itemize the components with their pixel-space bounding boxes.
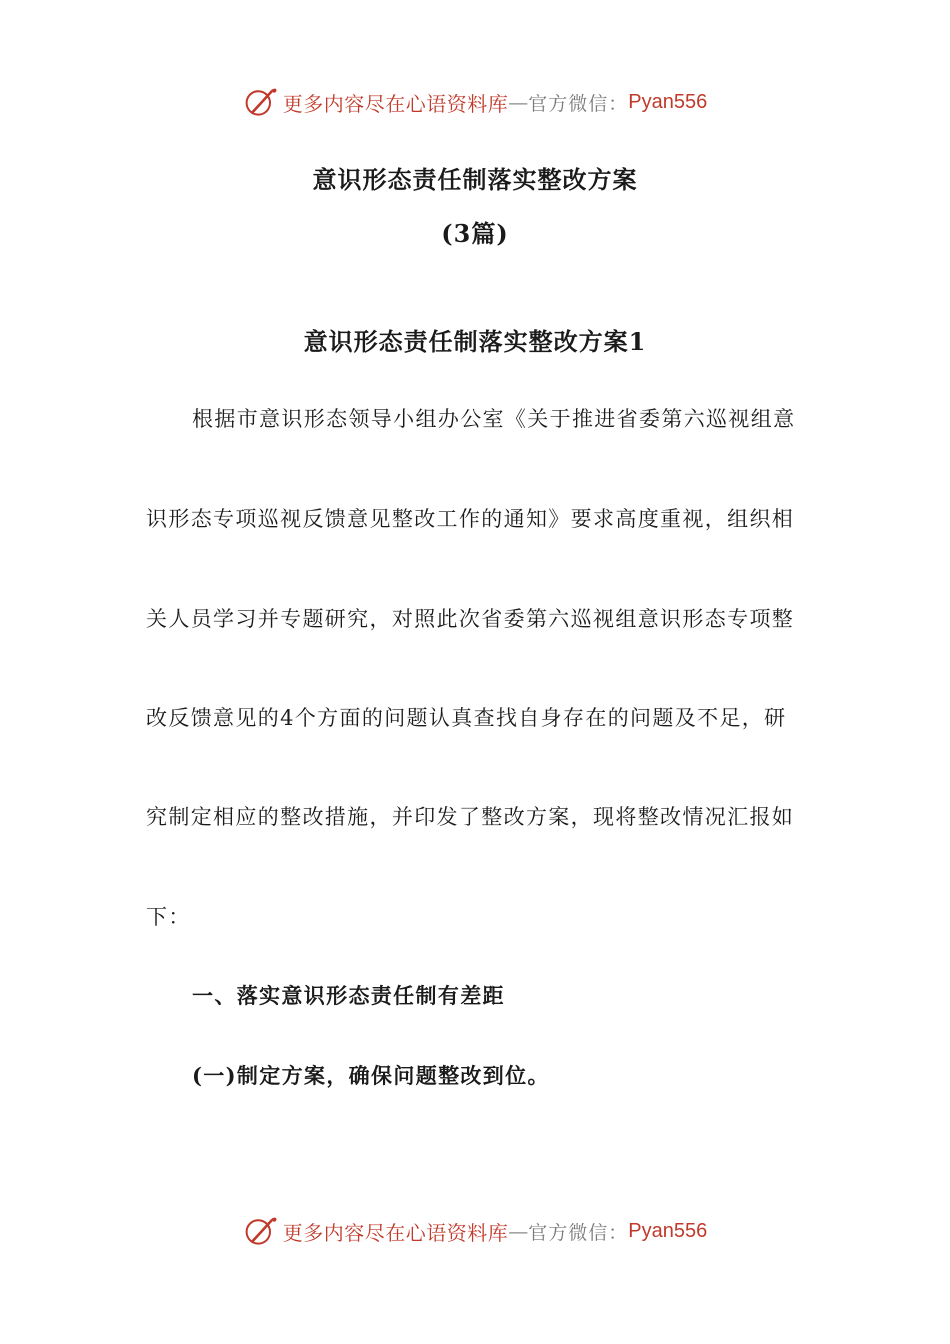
quill-pen-logo-icon xyxy=(243,84,279,120)
section-title: 意识形态责任制落实整改方案1 xyxy=(303,327,647,356)
watermark-wechat-id: Pyan556 xyxy=(628,90,708,113)
paragraph-line: 根据市意识形态领导小组办公室《关于推进省委第六巡视组意 xyxy=(192,407,796,431)
footer-watermark xyxy=(0,1211,950,1251)
watermark-separator: — xyxy=(508,1219,529,1243)
paragraph-line: 关人员学习并专题研究，对照此次省委第六巡视组意识形态专项整 xyxy=(146,607,795,631)
paragraph-line: 改反馈意见的4个方面的问题认真查找自身存在的问题及不足，研 xyxy=(146,706,787,730)
heading-level-2: (一)制定方案，确保问题整改到位。 xyxy=(192,1063,550,1088)
watermark-contact-label: 官方微信： xyxy=(528,1221,629,1244)
document-title: 意识形态责任制落实整改方案 xyxy=(312,165,638,194)
heading-level-1: 一、落实意识形态责任制有差距 xyxy=(192,983,505,1008)
watermark-contact-label: 官方微信： xyxy=(528,92,629,115)
header-watermark xyxy=(0,82,950,122)
paragraph-line: 究制定相应的整改措施，并印发了整改方案，现将整改情况汇报如 xyxy=(146,805,795,829)
paragraph-line: 下： xyxy=(146,905,191,929)
watermark-brand-text: 更多内容尽在心语资料库 xyxy=(282,1220,509,1245)
watermark-brand-text: 更多内容尽在心语资料库 xyxy=(282,91,509,116)
watermark-separator: — xyxy=(508,90,529,114)
document-subtitle: (3篇) xyxy=(441,219,509,248)
paragraph-line: 识形态专项巡视反馈意见整改工作的通知》要求高度重视，组织相 xyxy=(146,507,795,531)
quill-pen-logo-icon xyxy=(243,1213,279,1249)
watermark-wechat-id: Pyan556 xyxy=(628,1219,708,1242)
